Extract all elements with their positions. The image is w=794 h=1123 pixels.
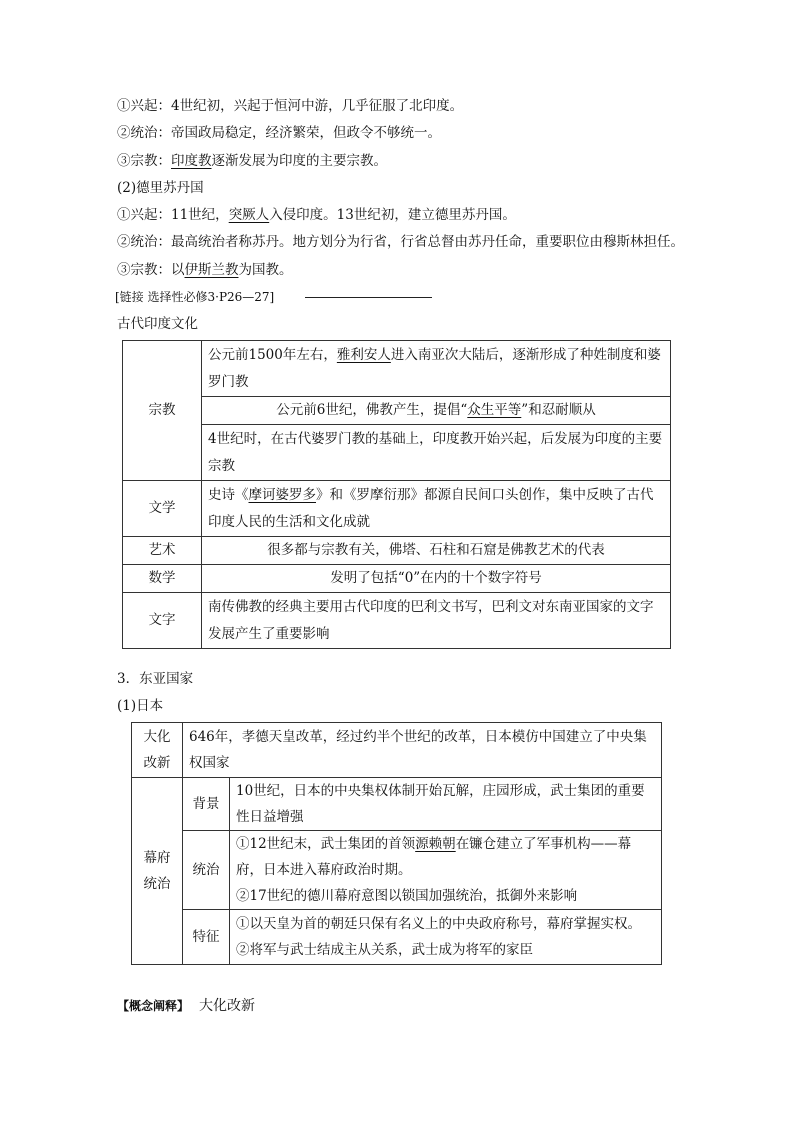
table-row [123, 593, 671, 649]
table-row [132, 910, 662, 965]
shogunate-label-cell: 幕府统治 [132, 778, 183, 965]
category-cell-religion: 宗教 [123, 341, 202, 481]
link-rule-divider [305, 297, 432, 298]
category-cell-art: 艺术 [123, 537, 202, 565]
delhi-sultanate-heading-text: (2)德里苏丹国 [117, 180, 204, 196]
feature-text-cell [230, 910, 662, 965]
background-text-cell: 10世纪，日本的中央集权体制开始瓦解，庄园形成，武士集团的重要性日益增强 [230, 778, 662, 831]
feature-2-text: ②将军与武士结成主从关系，武士成为将军的家臣 [236, 942, 533, 958]
literature-post: 》和《罗摩衍那》都源自民间口头创作，集中反映了古代印度人民的生活和文化成就 [208, 486, 654, 530]
india-rule-2 [117, 232, 684, 252]
table-row [123, 397, 671, 425]
culture-title [117, 314, 198, 334]
india-religion-2-term: 伊斯兰教 [184, 262, 239, 278]
india-rise-1-text: ①兴起：4世纪初，兴起于恒河中游，几乎征服了北印度。 [117, 98, 464, 114]
table-row [123, 537, 671, 565]
religion-row-2-term: 众生平等 [467, 402, 522, 418]
culture-title-text: 古代印度文化 [117, 316, 198, 332]
link-note[interactable]: [链接 选择性必修3·P26—27] [115, 290, 275, 304]
literature-term: 摩诃婆罗多 [248, 486, 316, 503]
table-row [123, 565, 671, 593]
religion-row-2-post: ”和忍耐顺从 [521, 402, 596, 418]
table-row [132, 831, 662, 910]
math-cell: 发明了包括“0”在内的十个数字符号 [202, 565, 671, 593]
taika-label-cell: 大化改新 [132, 723, 183, 778]
background-label-cell: 背景 [183, 778, 230, 831]
art-cell: 很多都与宗教有关，佛塔、石柱和石窟是佛教艺术的代表 [202, 537, 671, 565]
feature-label-cell: 特征 [183, 910, 230, 965]
rule-text-cell [230, 831, 662, 910]
religion-row-1-post: 进入南亚次大陆后，逐渐形成了种姓制度和婆罗门教 [208, 346, 661, 390]
feature-1-text: ①以天皇为首的朝廷只保有名义上的中央政府称号，幕府掌握实权。 [236, 916, 641, 932]
india-rule-2-text: ②统治：最高统治者称苏丹。地方划分为行省，行省总督由苏丹任命，重要职位由穆斯林担任。 [117, 234, 684, 250]
india-religion-1-pre: ③宗教： [117, 153, 171, 169]
table-row [132, 723, 662, 778]
taika-text-cell: 646年，孝德天皇改革，经过约半个世纪的改革，日本模仿中国建立了中央集权国家 [183, 723, 662, 778]
category-cell-script: 文字 [123, 593, 202, 649]
japan-heading-text: (1)日本 [117, 698, 164, 714]
india-rise-2 [117, 205, 516, 225]
table-row [123, 341, 671, 397]
india-religion-1-term: 印度教 [171, 153, 212, 169]
concept-text: 大化改新 [199, 998, 256, 1014]
category-cell-literature: 文学 [123, 481, 202, 537]
table-row [132, 778, 662, 831]
religion-row-2 [202, 397, 671, 425]
literature-pre: 史诗《 [208, 486, 249, 503]
india-religion-2-post: 为国教。 [238, 262, 293, 278]
table-row [123, 425, 671, 481]
rule-1-pre: ①12世纪末，武士集团的首领 [236, 836, 416, 852]
rule-1-term: 源赖朝 [415, 836, 456, 852]
rule-label-cell: 统治 [183, 831, 230, 910]
concept-tag: 【概念阐释】 [117, 999, 190, 1013]
religion-row-1 [202, 341, 671, 397]
religion-row-1-pre: 公元前1500年左右， [208, 346, 337, 363]
india-rise-2-term: 突厥人 [228, 207, 270, 223]
religion-row-1-term: 雅利安人 [336, 346, 391, 363]
script-cell: 南传佛教的经典主要用古代印度的巴利文书写，巴利文对东南亚国家的文字发展产生了重要影响 [202, 593, 671, 649]
india-religion-2 [117, 260, 293, 280]
japan-heading [117, 696, 163, 716]
category-cell-math: 数学 [123, 565, 202, 593]
japan-table [131, 722, 662, 965]
religion-row-3: 4世纪时，在古代婆罗门教的基础上，印度教开始兴起，后发展为印度的主要宗教 [202, 425, 671, 481]
rule-2-text: ②17世纪的德川幕府意图以锁国加强统治，抵御外来影响 [236, 888, 578, 904]
east-asia-heading-text: 3．东亚国家 [117, 671, 194, 687]
east-asia-heading [117, 669, 193, 689]
literature-cell [202, 481, 671, 537]
table-row [123, 481, 671, 537]
india-rule-1-text: ②统治：帝国政局稳定，经济繁荣，但政令不够统一。 [117, 125, 441, 141]
rule-1-post: 在镰仓建立了军事机构——幕府，日本进入幕府政治时期。 [236, 836, 632, 878]
religion-row-2-pre: 公元前6世纪，佛教产生，提倡“ [276, 402, 468, 418]
india-religion-1-post: 逐渐发展为印度的主要宗教。 [211, 153, 387, 169]
delhi-sultanate-heading [117, 178, 204, 198]
india-rise-2-post: 入侵印度。13世纪初，建立德里苏丹国。 [269, 207, 516, 223]
india-rule-1 [117, 123, 441, 143]
india-rise-2-pre: ①兴起：11世纪， [117, 207, 229, 223]
india-religion-1 [117, 151, 387, 171]
concept-explanation [117, 996, 255, 1016]
india-religion-2-pre: ③宗教：以 [117, 262, 185, 278]
india-rise-1 [117, 96, 463, 116]
indian-culture-table [122, 340, 671, 649]
